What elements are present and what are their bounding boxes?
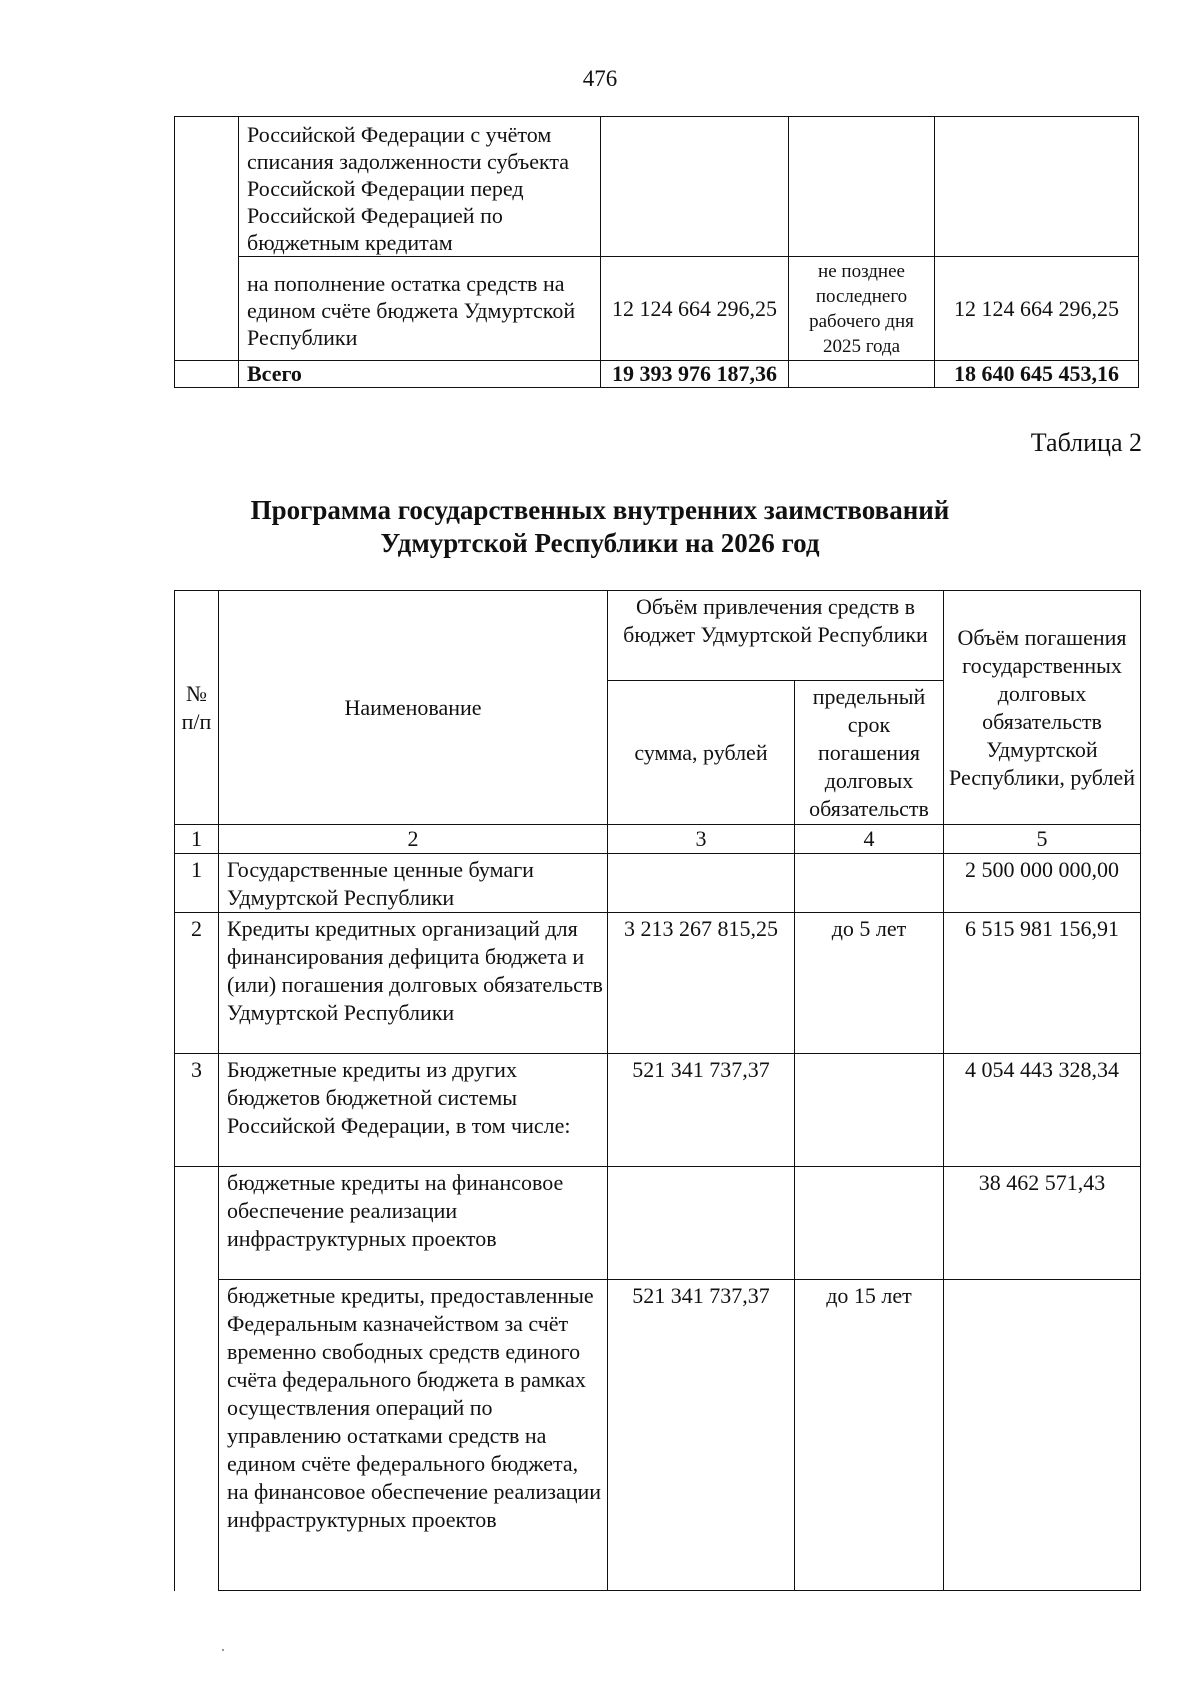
total-row (175, 361, 1139, 388)
row-sum (608, 854, 795, 913)
total-repayment: 18 640 645 453,16 (935, 361, 1139, 388)
col-number: 3 (608, 825, 795, 854)
row-name: бюджетные кредиты на финансовое обеспечение реализации инфраструктурных проектов (219, 1167, 608, 1280)
table-row (175, 1167, 1141, 1280)
row-repayment (944, 1280, 1141, 1591)
row-name: Кредиты кредитных организаций для финансирования дефицита бюджета и (или) погашения долговых обязательств Удмуртской Республики (219, 913, 608, 1054)
row-term (795, 1167, 944, 1280)
num-cell (175, 117, 239, 361)
row-term (795, 1054, 944, 1167)
col-number: 2 (219, 825, 608, 854)
header-row (175, 591, 1141, 681)
page-number: 476 (582, 66, 618, 91)
table-row (175, 1054, 1141, 1167)
amount-cell: 12 124 664 296,25 (601, 257, 789, 361)
row-term: до 5 лет (795, 913, 944, 1054)
row-term: до 15 лет (795, 1280, 944, 1591)
table-row (175, 1280, 1141, 1591)
row-name: на пополнение остатка средств на едином счёте бюджета Удмуртской Республики (239, 257, 601, 361)
row-repayment: 6 515 981 156,91 (944, 913, 1141, 1054)
row-repayment: 4 054 443 328,34 (944, 1054, 1141, 1167)
row-num (175, 1167, 219, 1280)
table-row (175, 913, 1141, 1054)
row-name: бюджетные кредиты, предоставленные Федеральным казначейством за счёт временно свободных средств единого счёта федерального бюджета в рамках осуществления операций по управлению остатками средств на едином счёте федерального бюджета, на финансовое обеспечение реализации инфраструктурных проектов (219, 1280, 608, 1591)
table-row (175, 854, 1141, 913)
row-sum (608, 1167, 795, 1280)
amount-cell (601, 117, 789, 257)
scan-speck (222, 1649, 224, 1651)
column-numbers-row (175, 825, 1141, 854)
title-line-1: Программа государственных внутренних заимствований (250, 495, 950, 525)
table-label: Таблица 2 (1030, 428, 1142, 457)
header-name: Наименование (219, 591, 608, 825)
row-repayment: 2 500 000 000,00 (944, 854, 1141, 913)
title-line-2: Удмуртской Республики на 2026 год (380, 528, 820, 558)
col-number: 1 (175, 825, 219, 854)
num-cell (175, 361, 239, 388)
header-term: предельный срок погашения долговых обязательств (795, 681, 944, 825)
header-repayment: Объём погашения государственных долговых обязательств Удмуртской Республики, рублей (944, 591, 1141, 825)
row-num: 3 (175, 1054, 219, 1167)
total-label: Всего (239, 361, 601, 388)
row-name: Российской Федерации с учётом списания задолженности субъекта Российской Федерации перед Российской Федерацией по бюджетным кредитам (239, 117, 601, 257)
row-repayment: 38 462 571,43 (944, 1167, 1141, 1280)
term-cell (789, 361, 935, 388)
col-number: 5 (944, 825, 1141, 854)
term-cell (789, 117, 935, 257)
table-row (175, 117, 1139, 257)
col-number: 4 (795, 825, 944, 854)
page-title (0, 494, 1200, 560)
row-sum: 3 213 267 815,25 (608, 913, 795, 1054)
row-name: Бюджетные кредиты из других бюджетов бюджетной системы Российской Федерации, в том числе: (219, 1054, 608, 1167)
header-num: № п/п (175, 591, 219, 825)
row-num: 2 (175, 913, 219, 1054)
row-num: 1 (175, 854, 219, 913)
row-term (795, 854, 944, 913)
row-num (175, 1280, 219, 1591)
row-sum: 521 341 737,37 (608, 1054, 795, 1167)
header-sum: сумма, рублей (608, 681, 795, 825)
total-amount: 19 393 976 187,36 (601, 361, 789, 388)
row-name: Государственные ценные бумаги Удмуртской Республики (219, 854, 608, 913)
repayment-cell (935, 117, 1139, 257)
table-row (175, 257, 1139, 361)
borrowings-table (174, 590, 1141, 1591)
repayment-cell: 12 124 664 296,25 (935, 257, 1139, 361)
header-attraction: Объём привлечения средств в бюджет Удмуртской Республики (608, 591, 944, 681)
term-cell: не позднее последнего рабочего дня 2025 года (789, 257, 935, 361)
continuation-table (174, 116, 1139, 388)
row-sum: 521 341 737,37 (608, 1280, 795, 1591)
